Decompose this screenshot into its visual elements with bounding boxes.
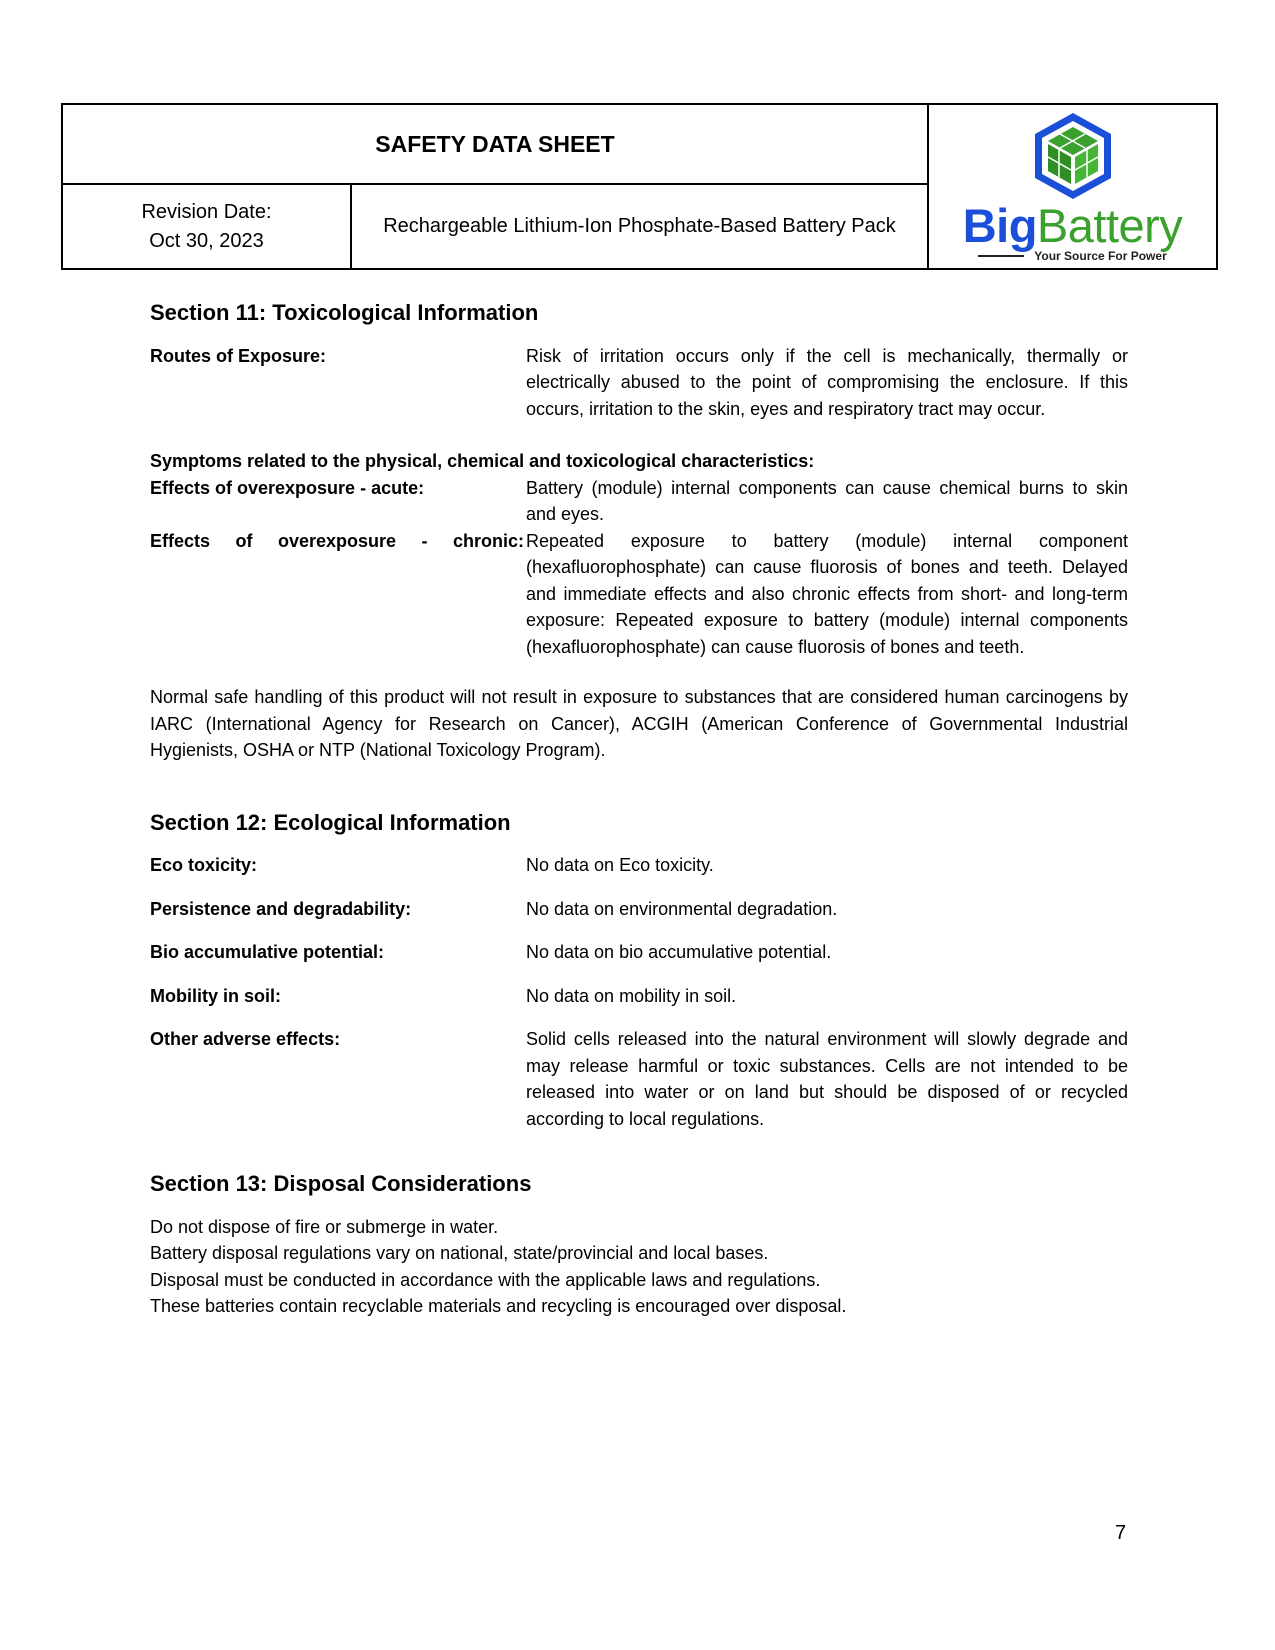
section-11-title: Section 11: Toxicological Information xyxy=(150,300,539,325)
eco-value: No data on bio accumulative potential. xyxy=(526,942,832,962)
revision-date-value: Oct 30, 2023 xyxy=(149,229,264,252)
eco-label: Mobility in soil: xyxy=(150,985,281,1006)
eco-label: Other adverse effects: xyxy=(150,1029,341,1049)
eco-value: No data on mobility in soil. xyxy=(526,985,737,1006)
revision-date-label: Revision Date: xyxy=(141,200,272,223)
logo-tagline xyxy=(978,249,1166,263)
section-13-title: Section 13: Disposal Considerations xyxy=(150,1171,532,1196)
eco-label: Bio accumulative potential: xyxy=(150,942,385,962)
eco-value: No data on Eco toxicity. xyxy=(526,855,714,875)
routes-label: Routes of Exposure: xyxy=(150,345,327,366)
symptoms-heading: Symptoms related to the physical, chemical and toxicological characteristics: xyxy=(150,451,815,471)
logo-word-battery: Battery xyxy=(1036,198,1183,252)
carcinogen-note: Normal safe handling of this product will not result in exposure to substances that are considered human carcinogens by IARC (International Agency for Research on Cancer), ACGIH (American Conference of Governmental Industrial Hygienists, OSHA or NTP (National Toxicology Program). xyxy=(150,687,1128,760)
acute-label: Effects of overexposure - acute: xyxy=(150,477,425,498)
tagline-rule xyxy=(978,255,1024,257)
disposal-line: Do not dispose of fire or submerge in water. xyxy=(150,1216,499,1237)
disposal-line: These batteries contain recyclable materials and recycling is encouraged over disposal. xyxy=(150,1296,847,1316)
bigbattery-logo xyxy=(929,105,1216,268)
eco-row xyxy=(150,852,1128,879)
eco-row xyxy=(150,939,1128,966)
eco-label: Persistence and degradability: xyxy=(150,898,412,919)
page-number: 7 xyxy=(1115,1522,1127,1544)
revision-date-cell xyxy=(63,185,352,268)
logo-word-big: Big xyxy=(962,198,1037,252)
eco-label: Eco toxicity: xyxy=(150,855,258,875)
document-title: SAFETY DATA SHEET xyxy=(63,105,929,185)
disposal-line: Battery disposal regulations vary on national, state/provincial and local bases. xyxy=(150,1243,769,1263)
eco-value: Solid cells released into the natural environment will slowly degrade and may release harmful or toxic substances. Cells are not intended to be released into water or on land but should be disposed of or recycled according to local regulations. xyxy=(526,1029,1128,1129)
acute-value: Battery (module) internal components can cause chemical burns to skin and eyes. xyxy=(526,477,1128,524)
acute-effects-row xyxy=(150,475,1128,528)
routes-value: Risk of irritation occurs only if the cell is mechanically, thermally or electrically abused to the point of compromising the enclosure. If this occurs, irritation to the skin, eyes and respiratory tract may occur. xyxy=(526,345,1128,419)
ecological-table xyxy=(150,852,1128,1132)
product-name: Rechargeable Lithium-Ion Phosphate-Based Battery Pack xyxy=(352,185,929,268)
logo-wordmark xyxy=(962,198,1183,252)
eco-row xyxy=(150,896,1128,923)
routes-of-exposure-row xyxy=(150,343,1128,423)
tagline-text: Your Source For Power xyxy=(1034,248,1167,263)
eco-row xyxy=(150,983,1128,1010)
chronic-value: Repeated exposure to battery (module) internal component (hexafluorophosphate) can cause fluorosis of bones and teeth. Delayed and immediate effects and also chronic effects from short- and long-term exposure: Repeated exposure to battery (module) internal components (hexafluorophosphate) can cause fluorosis of bones and teeth. xyxy=(526,530,1128,657)
section-12-title: Section 12: Ecological Information xyxy=(150,809,511,835)
document-header xyxy=(61,103,1218,270)
chronic-label: Effects of overexposure - chronic: xyxy=(150,530,524,551)
page-content xyxy=(150,300,1128,1320)
battery-cube-icon xyxy=(1032,111,1114,201)
chronic-effects-row xyxy=(150,528,1128,661)
eco-value: No data on environmental degradation. xyxy=(526,898,838,919)
eco-row xyxy=(150,1026,1128,1132)
disposal-line: Disposal must be conducted in accordance with the applicable laws and regulations. xyxy=(150,1269,821,1290)
